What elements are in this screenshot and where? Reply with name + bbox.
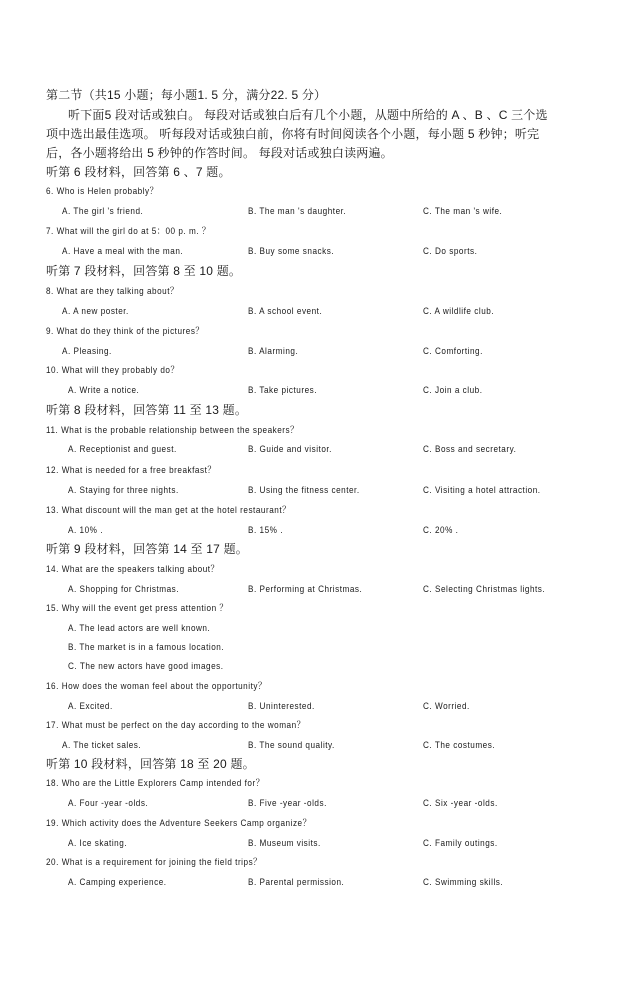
option-10b: B. Take pictures. xyxy=(248,385,318,396)
instruction-line-2: 项中选出最佳选项。 听每段对话或独白前，你将有时间阅读各个小题，每小题 5 秒钟；听完 xyxy=(46,127,540,141)
option-9c: C. Comforting. xyxy=(423,346,483,357)
option-7b: B. Buy some snacks. xyxy=(248,246,335,257)
option-12b: B. Using the fitness center. xyxy=(248,485,360,496)
question-18: 18. Who are the Little Explorers Camp intended for？ xyxy=(46,778,265,789)
option-12a: A. Staying for three nights. xyxy=(68,485,179,496)
question-12: 12. What is needed for a free breakfast？ xyxy=(46,465,217,476)
question-14: 14. What are the speakers talking about？ xyxy=(46,564,220,575)
option-16c: C. Worried. xyxy=(423,701,470,712)
option-14a: A. Shopping for Christmas. xyxy=(68,584,180,595)
option-19b: B. Museum visits. xyxy=(248,838,321,849)
option-6b: B. The man 's daughter. xyxy=(248,206,347,217)
option-14b: B. Performing at Christmas. xyxy=(248,584,363,595)
option-9b: B. Alarming. xyxy=(248,346,299,357)
option-17c: C. The costumes. xyxy=(423,740,496,751)
question-10: 10. What will they probably do？ xyxy=(46,365,180,376)
option-20a: A. Camping experience. xyxy=(68,877,167,888)
option-7c: C. Do sports. xyxy=(423,246,478,257)
option-11a: A. Receptionist and guest. xyxy=(68,444,177,455)
option-13b: B. 15% . xyxy=(248,525,284,536)
option-8a: A. A new poster. xyxy=(62,306,129,317)
question-16: 16. How does the woman feel about the opportunity？ xyxy=(46,681,267,692)
option-17b: B. The sound quality. xyxy=(248,740,335,751)
option-19c: C. Family outings. xyxy=(423,838,498,849)
question-20: 20. What is a requirement for joining the field trips？ xyxy=(46,857,262,868)
section-heading: 第二节（共15 小题；每小题1. 5 分，满分22. 5 分） xyxy=(46,88,327,102)
question-19: 19. Which activity does the Adventure Seekers Camp organize？ xyxy=(46,818,312,829)
option-11b: B. Guide and visitor. xyxy=(248,444,332,455)
option-12c: C. Visiting a hotel attraction. xyxy=(423,485,541,496)
option-13a: A. 10% . xyxy=(68,525,104,536)
question-11: 11. What is the probable relationship between the speakers？ xyxy=(46,425,299,436)
option-6a: A. The girl 's friend. xyxy=(62,206,144,217)
option-17a: A. The ticket sales. xyxy=(62,740,142,751)
option-13c: C. 20% . xyxy=(423,525,459,536)
option-9a: A. Pleasing. xyxy=(62,346,112,357)
option-19a: A. Ice skating. xyxy=(68,838,128,849)
option-16a: A. Excited. xyxy=(68,701,113,712)
option-15c: C. The new actors have good images. xyxy=(68,661,224,672)
option-18b: B. Five -year -olds. xyxy=(248,798,327,809)
passage-heading-7: 听第 7 段材料，回答第 8 至 10 题。 xyxy=(46,264,242,278)
option-10c: C. Join a club. xyxy=(423,385,483,396)
option-15b: B. The market is in a famous location. xyxy=(68,642,225,653)
option-20b: B. Parental permission. xyxy=(248,877,345,888)
option-8c: C. A wildlife club. xyxy=(423,306,495,317)
option-18c: C. Six -year -olds. xyxy=(423,798,498,809)
question-17: 17. What must be perfect on the day according to the woman？ xyxy=(46,720,306,731)
option-20c: C. Swimming skills. xyxy=(423,877,504,888)
passage-heading-9: 听第 9 段材料，回答第 14 至 17 题。 xyxy=(46,542,248,556)
question-13: 13. What discount will the man get at the hotel restaurant？ xyxy=(46,505,291,516)
option-10a: A. Write a notice. xyxy=(68,385,140,396)
question-9: 9. What do they think of the pictures？ xyxy=(46,326,205,337)
instruction-line-3: 后，各小题将给出 5 秒钟的作答时间。 每段对话或独白读两遍。 xyxy=(46,146,393,160)
option-7a: A. Have a meal with the man. xyxy=(62,246,184,257)
passage-heading-10: 听第 10 段材料，回答第 18 至 20 题。 xyxy=(46,757,255,771)
option-11c: C. Boss and secretary. xyxy=(423,444,517,455)
option-6c: C. The man 's wife. xyxy=(423,206,503,217)
instruction-line-1: 听下面5 段对话或独白。 每段对话或独白后有几个小题，从题中所给的 A 、B 、C 三个选 xyxy=(68,108,548,122)
option-14c: C. Selecting Christmas lights. xyxy=(423,584,546,595)
question-6: 6. Who is Helen probably？ xyxy=(46,186,159,197)
option-18a: A. Four -year -olds. xyxy=(68,798,149,809)
passage-heading-8: 听第 8 段材料，回答第 11 至 13 题。 xyxy=(46,403,248,417)
question-8: 8. What are they talking about？ xyxy=(46,286,179,297)
question-15: 15. Why will the event get press attention ？ xyxy=(46,603,229,614)
passage-heading-6: 听第 6 段材料，回答第 6 、7 题。 xyxy=(46,165,231,179)
option-8b: B. A school event. xyxy=(248,306,323,317)
option-16b: B. Uninterested. xyxy=(248,701,315,712)
option-15a: A. The lead actors are well known. xyxy=(68,623,211,634)
question-7: 7. What will the girl do at 5：00 p. m. ？ xyxy=(46,226,211,237)
